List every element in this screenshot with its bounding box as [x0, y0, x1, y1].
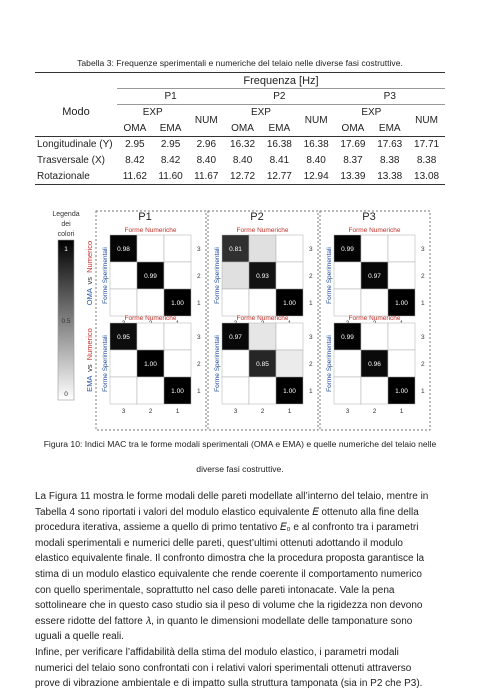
col-title: Forme Numeriche [348, 315, 401, 322]
mac-cell [388, 262, 415, 289]
mac-value-label: 0.99 [341, 334, 354, 341]
col-title: Forme Numeriche [348, 227, 401, 234]
mac-cell [137, 323, 164, 350]
text-line: Infine, per verificare l’affidabilità della stima del modulo elastico, i parametri modali [35, 646, 399, 658]
cell: 16.38 [266, 139, 292, 151]
side-title: Forme Sperimentali [326, 335, 333, 392]
y-tick-label: 2 [309, 361, 313, 368]
oma-header: OMA [117, 121, 153, 137]
y-tick-label: 3 [309, 334, 313, 341]
mac-value-label: 1.00 [283, 300, 296, 307]
legend-tick-05: 0.5 [61, 318, 71, 325]
y-tick-label: 1 [421, 388, 425, 395]
figure-caption-line1: Figura 10: Indici MAC tra le forme modali sperimentali (OMA e EMA) e quelle numeriche del telaio nelle [43, 439, 437, 449]
y-tick-label: 3 [421, 334, 425, 341]
y-tick-label: 1 [197, 388, 201, 395]
mac-value-label: 1.00 [144, 361, 157, 368]
exp-header-p1: EXP [142, 107, 163, 119]
cell: 13.38 [371, 169, 408, 185]
legend-title-1: Legenda [52, 211, 80, 218]
text-line: numerici del telaio sono confrontati con i relativi valori sperimentali ottenuti attraverso [35, 662, 412, 674]
svg-text:OMA vs Numerico [85, 241, 94, 305]
y-tick-label: 2 [309, 273, 313, 280]
cell: 17.71 [414, 139, 440, 151]
exp-header-p2: EXP [250, 107, 271, 119]
row-label-ema-vs: vs [85, 364, 94, 372]
mac-cell [276, 323, 303, 350]
text-line: prove di vibrazione ambientale e di impatto sulla struttura tamponata (sia in P2 che P3). [35, 678, 423, 690]
panel-title: P2 [250, 211, 264, 223]
panel-title: P3 [362, 211, 376, 223]
mac-value-label: 1.00 [283, 388, 296, 395]
text-line: essere ridotte del fattore 𝜆, in quanto le dimensioni modellate delle tamponature sono [35, 615, 413, 627]
row-label-ema [85, 328, 94, 392]
cell: 12.72 [224, 169, 261, 185]
mac-cell [334, 350, 361, 377]
num-header-p3: NUM [408, 105, 445, 137]
mac-cell [361, 289, 388, 316]
x-tick-label: 3 [233, 408, 238, 415]
cell: 8.38 [416, 155, 437, 166]
y-tick-label: 1 [197, 300, 201, 307]
mac-cell [110, 350, 137, 377]
mac-cell [222, 289, 249, 316]
mac-cell [164, 323, 191, 350]
row-label-ema-a: EMA [85, 375, 94, 392]
cell: 2.95 [125, 139, 145, 151]
text-line: modali sperimentali e numerici delle pareti, quest’ultimi ottenuti adottando il modulo [35, 537, 403, 549]
mac-cell [334, 289, 361, 316]
mac-value-label: 0.95 [117, 334, 130, 341]
mac-cell [388, 235, 415, 262]
cell: 2.95 [160, 139, 181, 151]
x-tick-label: 2 [260, 408, 265, 415]
cell: 16.32 [230, 139, 256, 151]
mac-value-label: 0.98 [117, 246, 130, 253]
x-tick-label: 1 [175, 408, 180, 415]
mac-cell [334, 377, 361, 404]
side-title: Forme Sperimentali [214, 247, 221, 304]
row-label-oma-a: OMA [85, 288, 94, 306]
cell: 17.69 [340, 139, 366, 151]
row-label-oma [85, 241, 94, 305]
legend-tick-1: 1 [64, 246, 68, 253]
row-label-oma-b: Numerico [85, 240, 94, 273]
mac-value-label: 0.81 [229, 246, 242, 253]
text-line: elastico equivalente finale. Il confronto dimostra che la procedura proposta garantisce la [35, 553, 425, 565]
y-tick-label: 1 [309, 300, 313, 307]
text-line: uguali a quelle reali. [35, 631, 124, 643]
y-tick-label: 2 [421, 361, 425, 368]
exp-header-p3: EXP [361, 107, 382, 119]
col-title: Forme Numeriche [236, 315, 289, 322]
mac-cell [222, 377, 249, 404]
cell: 11.62 [117, 169, 153, 185]
mac-panels [96, 211, 430, 430]
mac-cell [388, 350, 415, 377]
cell: 8.40 [306, 155, 326, 166]
phase-p1-header: P1 [117, 89, 224, 105]
mac-value-label: 0.96 [368, 361, 381, 368]
paragraph-1 [35, 489, 447, 692]
legend-tick-0: 0 [64, 391, 68, 398]
mac-cell [334, 262, 361, 289]
cell: 12.94 [298, 169, 335, 185]
y-tick-label: 2 [197, 273, 201, 280]
cell: 11.60 [153, 169, 189, 185]
mac-cell [222, 350, 249, 377]
svg-text:EMA vs Numerico [85, 328, 94, 392]
x-tick-label: 1 [399, 408, 404, 415]
x-tick-label: 1 [287, 408, 292, 415]
ema-header: EMA [261, 121, 298, 137]
side-title: Forme Sperimentali [102, 335, 109, 392]
modo-header: Modo [35, 89, 117, 137]
phase-p3-header: P3 [335, 89, 445, 105]
x-tick-label: 2 [148, 408, 153, 415]
table-caption: Tabella 3: Frequenze sperimentali e numeriche del telaio nelle diverse fasi costruttive. [77, 58, 403, 68]
legend-title-3: colori [57, 231, 75, 238]
mac-cell [110, 262, 137, 289]
col-title: Forme Numeriche [124, 315, 177, 322]
mac-cell [249, 289, 276, 316]
mac-value-label: 0.93 [256, 273, 269, 280]
text-line: stima di un modulo elastico equivalente che rende coerente il comportamento numerico [35, 568, 422, 580]
x-tick-label: 3 [345, 408, 350, 415]
cell: 8.37 [343, 155, 363, 166]
cell: 11.67 [188, 169, 224, 185]
y-tick-label: 3 [197, 246, 201, 253]
oma-header: OMA [335, 121, 372, 137]
mac-cell [222, 262, 249, 289]
x-tick-label: 3 [121, 408, 126, 415]
mac-cell [361, 323, 388, 350]
row-label: Rotazionale [35, 169, 117, 185]
mac-value-label: 1.00 [171, 300, 184, 307]
mac-cell [388, 323, 415, 350]
row-label-ema-b: Numerico [85, 328, 94, 361]
mac-cell [137, 235, 164, 262]
mac-cell [164, 235, 191, 262]
y-tick-label: 2 [197, 361, 201, 368]
panel-title: P1 [138, 211, 152, 223]
y-tick-label: 3 [197, 334, 201, 341]
col-title: Forme Numeriche [236, 227, 289, 234]
y-tick-label: 3 [421, 246, 425, 253]
mac-cell [164, 262, 191, 289]
side-title: Forme Sperimentali [326, 247, 333, 304]
mac-cell [276, 235, 303, 262]
cell: 8.42 [160, 155, 181, 166]
side-title: Forme Sperimentali [214, 335, 221, 392]
figure-caption-line2: diverse fasi costruttive. [196, 464, 284, 474]
cell: 16.38 [303, 139, 329, 151]
frequency-header: Frequenza [Hz] [117, 73, 445, 89]
mac-cell [249, 377, 276, 404]
legend-title-2: dei [61, 221, 71, 228]
mac-value-label: 1.00 [395, 300, 408, 307]
cell: 17.63 [377, 139, 403, 151]
mac-cell [110, 377, 137, 404]
mac-value-label: 0.97 [229, 334, 242, 341]
mac-cell [137, 289, 164, 316]
cell: 8.41 [269, 155, 290, 166]
cell: 12.77 [261, 169, 298, 185]
mac-value-label: 0.99 [341, 246, 354, 253]
y-tick-label: 1 [309, 388, 313, 395]
col-title: Forme Numeriche [124, 227, 177, 234]
mac-cell [249, 323, 276, 350]
oma-header: OMA [224, 121, 261, 137]
cell: 2.96 [196, 139, 217, 151]
cell: 8.38 [380, 155, 400, 166]
cell: 13.08 [408, 169, 445, 185]
mac-value-label: 1.00 [171, 388, 184, 395]
text-line: sottolineare che in questo caso studio sia il peso di volume che la rigidezza non devono [35, 600, 423, 612]
ema-header: EMA [371, 121, 408, 137]
cell: 8.42 [125, 155, 145, 166]
y-tick-label: 1 [421, 300, 425, 307]
text-line: La Figura 11 mostra le forme modali delle pareti modellate all’interno del telaio, mentre in [35, 491, 429, 502]
y-tick-label: 3 [309, 246, 313, 253]
y-tick-label: 2 [421, 273, 425, 280]
mac-value-label: 0.97 [368, 273, 381, 280]
x-tick-label: 2 [372, 408, 377, 415]
row-label: Longitudinale (Y) [37, 139, 113, 151]
num-header-p1: NUM [188, 105, 224, 137]
phase-p2-header: P2 [224, 89, 334, 105]
mac-value-label: 0.99 [144, 273, 157, 280]
cell: 13.39 [335, 169, 372, 185]
mac-cell [276, 262, 303, 289]
num-header-p2: NUM [298, 105, 335, 137]
mac-cell [137, 377, 164, 404]
mac-cell [361, 235, 388, 262]
row-label: Trasversale (X) [37, 155, 105, 166]
side-title: Forme Sperimentali [102, 247, 109, 304]
mac-cell [276, 350, 303, 377]
mac-cell [110, 289, 137, 316]
mac-cell [249, 235, 276, 262]
text-line: procedura iterativa, assieme a quello di primo tentativo 𝐸₀ e al confronto tra i parametri [35, 522, 419, 534]
cell: 8.40 [232, 155, 253, 166]
mac-cell [164, 350, 191, 377]
ema-header: EMA [153, 121, 189, 137]
mac-value-label: 1.00 [395, 388, 408, 395]
mac-value-label: 0.85 [256, 361, 269, 368]
mac-cell [361, 377, 388, 404]
row-label-oma-vs: vs [85, 276, 94, 285]
text-line: con quello sperimentale, soprattutto nel caso delle pareti intonacate. Vale la pena [35, 584, 395, 596]
cell: 8.40 [196, 155, 217, 166]
text-line: Tabella 4 sono riportati i valori del modulo elastico equivalente 𝐸 ottenuto alla fine della [35, 506, 419, 518]
